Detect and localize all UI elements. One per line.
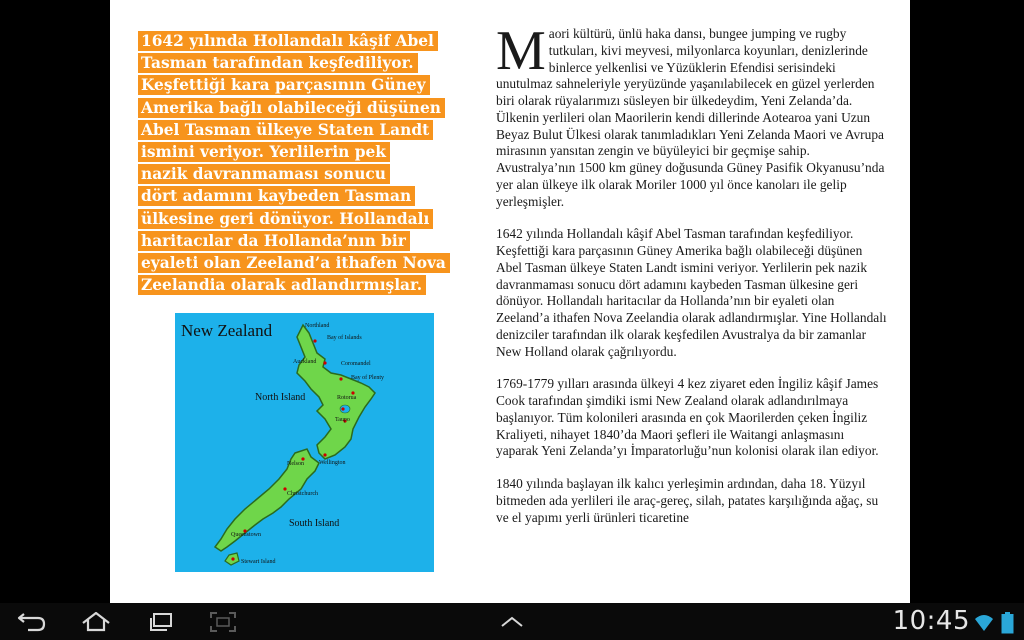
- drop-cap: M: [496, 20, 546, 82]
- status-clock: 10:45: [892, 606, 970, 636]
- map-city-label: Taupo: [335, 417, 350, 423]
- pull-quote-line: Zeelandia olarak adlandırmışlar.: [138, 275, 426, 295]
- article-paragraph-text: aori kültürü, ünlü haka dansı, bungee jumping ve rugby tutkuları, kivi meyvesi, milyonlarca koyunları, denizlerinde binlerce yelkenlisi ve Yüzüklerin Efendisi serisindeki unutulmaz sahneleriyle yeryüzünde yaşanılabilecek en güzel yerlerden biri olarak rüyalarımızı süsleyen bir ülkedeydim, Yeni Zelanda’da. Ülkenin yerlileri olan Maorilerin kendi dillerinde Aotearoa yani Uzun Beyaz Bulut Ülkesi olarak tanımladıkları Yeni Zelanda Maori ve Avrupa mirasının yansıtan zengin ve büyüleyici bir geçmişe sahip. Avustralya’nın 1500 km güney doğusunda Güney Pasifik Okyanusu’nda yer alan ülkeye ilk olarak Moriler 1000 yıl önce kanoları ile gelip yerleşmişler.: [496, 26, 885, 209]
- pull-quote-line: 1642 yılında Hollandalı kâşif Abel: [138, 31, 438, 51]
- pull-quote-line: ismini veriyor. Yerlilerin pek: [138, 142, 390, 162]
- pull-quote-line: eyaleti olan Zeeland’a ithafen Nova: [138, 253, 450, 273]
- article-paragraph: 1642 yılında Hollandalı kâşif Abel Tasman tarafından keşfediliyor. Keşfettiği kara parçasının Güney Amerika bağlı olabileceği düşünen Abel Tasman ülkeye Staten Landt ismini veriyor. Yerlilerin pek nazik davranmaması sonucu dört adamını kaybeden Tasman ülkesine geri dönüyor. Hollandalı haritacılar da Hollanda’nın bir eyaleti olan Zeeland’a ithafen Nova Zeelandia olarak adlandırmışlar. Yine Hollandalı denizciler tarafından ilk olarak keşfedilen Avustralya da bir zamanlar New Holland olarak çağrılıyordu.: [496, 226, 887, 359]
- battery-icon: [1001, 612, 1014, 634]
- map-islands: [175, 313, 434, 572]
- article-paragraph: 1840 yılında başlayan ilk kalıcı yerleşimin ardından, daha 18. Yüzyıl bitmeden ada yerlileri ile araç-gereç, silah, patates karşılığında ağaç, su ve el yapımı yerli ürünleri ticaretine: [496, 476, 879, 525]
- back-icon: [16, 609, 48, 635]
- wifi-icon: [974, 613, 994, 633]
- ebook-page[interactable]: [110, 0, 910, 603]
- article-paragraph: [496, 20, 888, 210]
- screenshot-button[interactable]: [207, 609, 239, 635]
- system-navigation-bar: [0, 603, 1024, 640]
- new-zealand-map: [175, 313, 434, 572]
- article-column: [496, 20, 888, 542]
- pull-quote-line: dört adamını kaybeden Tasman: [138, 186, 415, 206]
- back-button[interactable]: [16, 609, 48, 635]
- menu-up-icon: [496, 609, 528, 635]
- pull-quote-line: Abel Tasman ülkeye Staten Landt: [138, 120, 433, 140]
- pull-quote-line: ülkesine geri dönüyor. Hollandalı: [138, 209, 433, 229]
- menu-up-button[interactable]: [496, 609, 528, 635]
- home-button[interactable]: [80, 609, 112, 635]
- pull-quote-line: nazik davranmaması sonucu: [138, 164, 390, 184]
- map-city-label: Stewart Island: [241, 559, 276, 565]
- map-city-label: Christchurch: [287, 491, 318, 497]
- pull-quote: [138, 30, 478, 296]
- map-city-label: Rotorua: [337, 395, 357, 401]
- map-city-label: Bay of Islands: [327, 335, 362, 341]
- recent-apps-icon: [145, 609, 177, 635]
- map-city-label: Nelson: [287, 461, 304, 467]
- map-city-label: Coromandel: [341, 361, 371, 367]
- south-island-label: South Island: [289, 518, 340, 529]
- home-icon: [80, 609, 112, 635]
- pull-quote-line: Amerika bağlı olabileceği düşünen: [138, 98, 445, 118]
- map-city-label: Auckland: [293, 359, 317, 365]
- map-city-label: Bay of Plenty: [351, 375, 384, 381]
- north-island-shape: [297, 325, 375, 459]
- pull-quote-line: Keşfettiği kara parçasının Güney: [138, 75, 430, 95]
- pull-quote-line: haritacılar da Hollanda’nın bir: [138, 231, 410, 251]
- screenshot-icon: [207, 609, 239, 635]
- pull-quote-line: Tasman tarafından keşfediliyor.: [138, 53, 418, 73]
- recent-apps-button[interactable]: [145, 609, 177, 635]
- north-island-label: North Island: [255, 392, 306, 403]
- map-title: New Zealand: [181, 321, 273, 340]
- map-city-label: Northland: [305, 323, 330, 329]
- article-paragraph: 1769-1779 yılları arasında ülkeyi 4 kez ziyaret eden İngiliz kâşif James Cook tarafından şimdiki ismi New Zealand olarak adlandırılmaya başlanıyor. Tüm kolonileri arasında en çok Maorilerden çeken İngiliz Kraliyeti, nihayet 1840’da Maori şefleri ile Waitangi anlaşmasını yaparak Yeni Zelanda’yı İmparatorluğu’nun kolonisi olarak ilan ediyor.: [496, 376, 879, 459]
- map-city-label: Wellington: [319, 460, 346, 466]
- map-city-label: Queenstown: [231, 532, 261, 538]
